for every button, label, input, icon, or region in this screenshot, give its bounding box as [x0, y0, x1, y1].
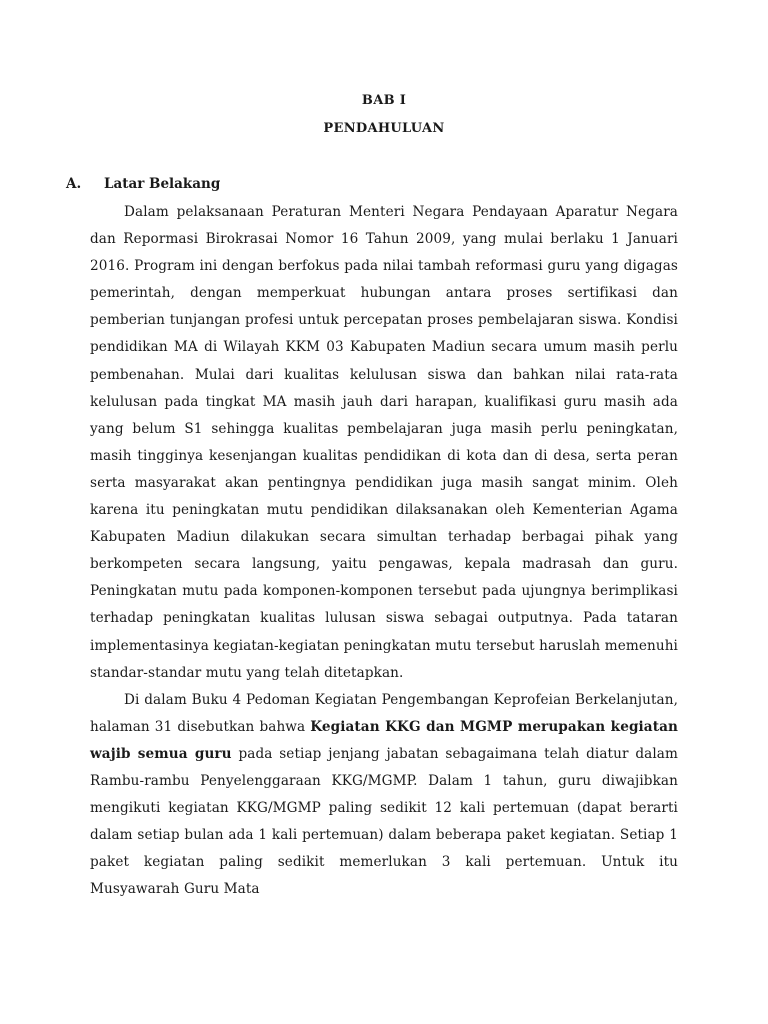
paragraph-2-emphasis: Kegiatan KKG dan MGMP merupakan kegiatan wajib semua guru	[90, 718, 678, 762]
paragraph-2-intro: Di dalam Buku 4 Pedoman Kegiatan Pengembangan Keprofeian Berkelanjutan, halaman 31 disebutkan bahwa	[90, 691, 678, 735]
chapter-number: BAB I	[361, 93, 407, 108]
body-text	[90, 199, 678, 903]
paragraph-2	[90, 687, 678, 904]
section-heading	[66, 176, 220, 192]
section-title: Latar Belakang	[104, 176, 221, 192]
paragraph-1: Dalam pelaksanaan Peraturan Menteri Negara Pendayaan Aparatur Negara dan Repormasi Birokrasai Nomor 16 Tahun 2009, yang mulai berlaku 1 Januari 2016. Program ini dengan berfokus pada nilai tambah reformasi guru yang digagas pemerintah, dengan memperkuat hubungan antara proses sertifikasi dan pemberian tunjangan profesi untuk percepatan proses pembelajaran siswa. Kondisi pendidikan MA di Wilayah KKM 03 Kabupaten Madiun secara umum masih perlu pembenahan. Mulai dari kualitas kelulusan siswa dan bahkan nilai rata-rata kelulusan pada tingkat MA masih jauh dari harapan, kualifikasi guru masih ada yang belum S1 sehingga kualitas pembelajaran juga masih perlu peningkatan, masih tingginya kesenjangan kualitas pendidikan di kota dan di desa, serta peran serta masyarakat akan pentingnya pendidikan juga masih sangat minim. Oleh karena itu peningkatan mutu pendidikan dilaksanakan oleh Kementerian Agama Kabupaten Madiun dilakukan secara simultan terhadap berbagai pihak yang berkompeten secara langsung, yaitu pengawas, kepala madrasah dan guru. Peningkatan mutu pada komponen-komponen tersebut pada ujungnya berimplikasi terhadap peningkatan kualitas lulusan siswa sebagai outputnya. Pada tataran implementasinya kegiatan-kegiatan peningkatan mutu tersebut haruslah memenuhi standar-standar mutu yang telah ditetapkan.	[90, 204, 678, 681]
paragraph-2-rest: pada setiap jenjang jabatan sebagaimana telah diatur dalam Rambu-rambu Penyelenggaraan KKG/MGMP. Dalam 1 tahun, guru diwajibkan mengikuti kegiatan KKG/MGMP paling sedikit 12 kali pertemuan (dapat berarti dalam setiap bulan ada 1 kali pertemuan) dalam beberapa paket kegiatan. Setiap 1 paket kegiatan paling sedikit memerlukan 3 kali pertemuan. Untuk itu Musyawarah Guru Mata	[90, 745, 678, 898]
chapter-title: PENDAHULUAN	[323, 121, 445, 136]
section-number: A.	[66, 176, 82, 192]
